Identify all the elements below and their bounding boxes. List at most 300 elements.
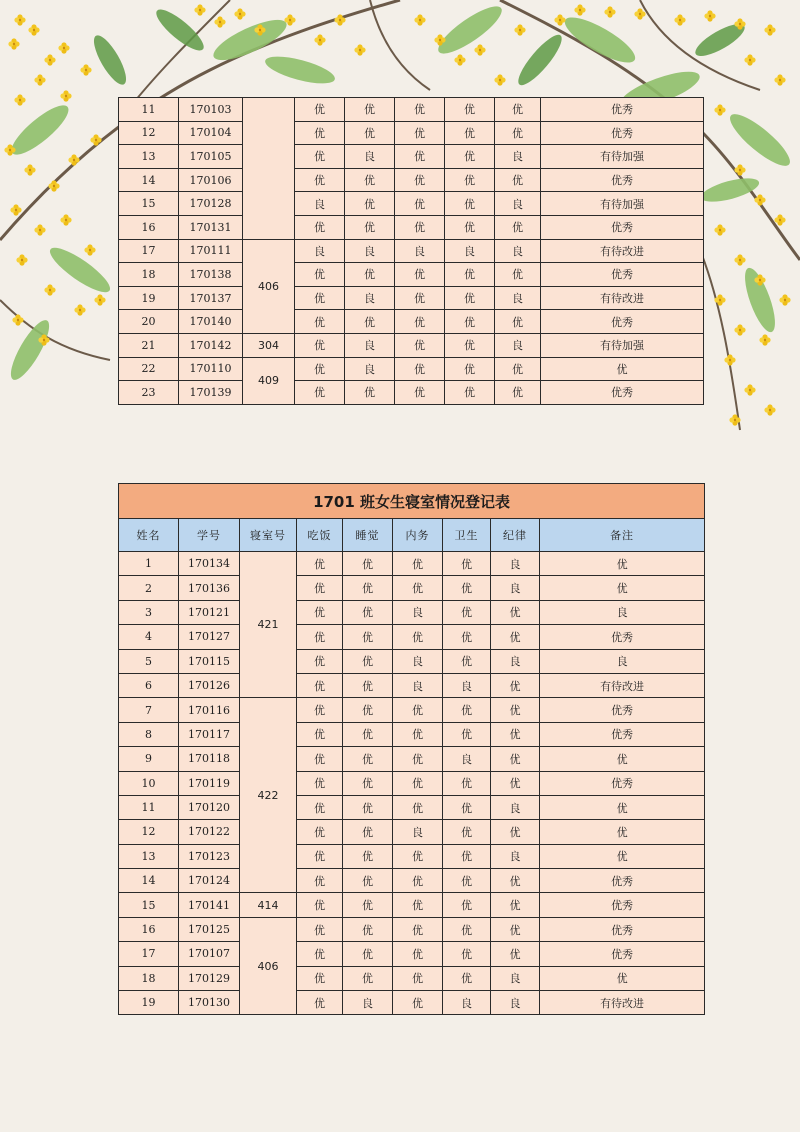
sleep-cell: 优 (343, 820, 393, 844)
row-number-cell: 13 (119, 844, 179, 868)
discipline-cell: 优 (495, 215, 541, 239)
row-number-cell: 9 (119, 747, 179, 771)
hygiene-cell: 优 (443, 600, 491, 624)
sleep-cell: 优 (343, 844, 393, 868)
discipline-cell: 优 (495, 98, 541, 122)
housekeeping-cell: 优 (393, 942, 443, 966)
row-number-cell: 10 (119, 771, 179, 795)
housekeeping-cell: 优 (395, 357, 445, 381)
girls-dorm-table (118, 483, 705, 1015)
row-number-cell: 2 (119, 576, 179, 600)
table-row (119, 310, 704, 334)
student-id-cell: 170142 (179, 333, 243, 357)
sleep-cell: 良 (345, 145, 395, 169)
hygiene-cell: 良 (443, 673, 491, 697)
housekeeping-cell: 优 (395, 192, 445, 216)
meal-cell: 优 (295, 381, 345, 405)
room-number-cell (243, 98, 295, 240)
row-number-cell: 6 (119, 673, 179, 697)
student-id-cell: 170131 (179, 215, 243, 239)
table-row (119, 145, 704, 169)
hygiene-cell: 优 (445, 381, 495, 405)
remark-cell: 优秀 (541, 215, 704, 239)
housekeeping-cell: 优 (393, 771, 443, 795)
row-number-cell: 13 (119, 145, 179, 169)
hygiene-cell: 优 (443, 649, 491, 673)
student-id-cell: 170127 (179, 625, 240, 649)
row-number-cell: 3 (119, 600, 179, 624)
discipline-cell: 优 (491, 917, 540, 941)
remark-cell: 有待加强 (541, 145, 704, 169)
table-row (119, 98, 704, 122)
row-number-cell: 11 (119, 98, 179, 122)
housekeeping-cell: 优 (393, 917, 443, 941)
sleep-cell: 优 (345, 98, 395, 122)
discipline-cell: 良 (491, 844, 540, 868)
housekeeping-cell: 优 (393, 869, 443, 893)
sleep-cell: 优 (345, 381, 395, 405)
student-id-cell: 170136 (179, 576, 240, 600)
student-id-cell: 170119 (179, 771, 240, 795)
student-id-cell: 170103 (179, 98, 243, 122)
table-row (119, 673, 705, 697)
sleep-cell: 优 (343, 795, 393, 819)
discipline-cell: 良 (491, 576, 540, 600)
meal-cell: 优 (295, 286, 345, 310)
table-row (119, 600, 705, 624)
column-header: 备注 (540, 519, 705, 552)
remark-cell: 优秀 (540, 893, 705, 917)
row-number-cell: 19 (119, 991, 179, 1015)
table-row (119, 192, 704, 216)
sleep-cell: 优 (345, 215, 395, 239)
row-number-cell: 8 (119, 722, 179, 746)
table-row (119, 576, 705, 600)
meal-cell: 优 (297, 698, 343, 722)
hygiene-cell: 优 (445, 98, 495, 122)
student-id-cell: 170128 (179, 192, 243, 216)
table-row (119, 333, 704, 357)
remark-cell: 优 (540, 820, 705, 844)
table-row (119, 121, 704, 145)
column-header: 卫生 (443, 519, 491, 552)
sleep-cell: 良 (343, 991, 393, 1015)
meal-cell: 优 (297, 576, 343, 600)
hygiene-cell: 优 (443, 576, 491, 600)
table-row (119, 991, 705, 1015)
remark-cell: 有待加强 (541, 333, 704, 357)
table-row (119, 357, 704, 381)
sleep-cell: 优 (343, 698, 393, 722)
meal-cell: 优 (297, 820, 343, 844)
sleep-cell: 优 (343, 673, 393, 697)
discipline-cell: 良 (495, 286, 541, 310)
table-row (119, 820, 705, 844)
meal-cell: 良 (295, 192, 345, 216)
sleep-cell: 优 (343, 625, 393, 649)
row-number-cell: 16 (119, 215, 179, 239)
housekeeping-cell: 良 (395, 239, 445, 263)
remark-cell: 优 (540, 795, 705, 819)
table-title: 1701 班女生寝室情况登记表 (119, 484, 705, 519)
room-number-cell: 422 (240, 698, 297, 893)
room-number-cell: 304 (243, 333, 295, 357)
housekeeping-cell: 良 (393, 820, 443, 844)
meal-cell: 优 (295, 168, 345, 192)
student-id-cell: 170134 (179, 552, 240, 576)
remark-cell: 优秀 (541, 168, 704, 192)
room-number-cell: 406 (240, 917, 297, 1015)
discipline-cell: 优 (491, 820, 540, 844)
housekeeping-cell: 优 (393, 795, 443, 819)
table-row (119, 917, 705, 941)
hygiene-cell: 优 (443, 698, 491, 722)
table-row (119, 239, 704, 263)
housekeeping-cell: 优 (393, 552, 443, 576)
housekeeping-cell: 良 (393, 600, 443, 624)
student-id-cell: 170107 (179, 942, 240, 966)
hygiene-cell: 优 (443, 771, 491, 795)
student-id-cell: 170129 (179, 966, 240, 990)
row-number-cell: 11 (119, 795, 179, 819)
student-id-cell: 170118 (179, 747, 240, 771)
meal-cell: 优 (295, 98, 345, 122)
row-number-cell: 12 (119, 820, 179, 844)
row-number-cell: 20 (119, 310, 179, 334)
dorm-table-continued (118, 97, 704, 405)
hygiene-cell: 良 (443, 991, 491, 1015)
student-id-cell: 170140 (179, 310, 243, 334)
discipline-cell: 良 (491, 552, 540, 576)
hygiene-cell: 优 (443, 893, 491, 917)
hygiene-cell: 优 (443, 820, 491, 844)
remark-cell: 有待加强 (541, 192, 704, 216)
hygiene-cell: 优 (445, 310, 495, 334)
table-row (119, 215, 704, 239)
housekeeping-cell: 优 (395, 310, 445, 334)
hygiene-cell: 优 (443, 966, 491, 990)
discipline-cell: 优 (495, 357, 541, 381)
row-number-cell: 23 (119, 381, 179, 405)
housekeeping-cell: 优 (393, 844, 443, 868)
student-id-cell: 170117 (179, 722, 240, 746)
discipline-cell: 良 (491, 649, 540, 673)
row-number-cell: 15 (119, 192, 179, 216)
housekeeping-cell: 优 (393, 625, 443, 649)
student-id-cell: 170111 (179, 239, 243, 263)
discipline-cell: 优 (491, 600, 540, 624)
discipline-cell: 优 (491, 722, 540, 746)
table-row (119, 869, 705, 893)
discipline-cell: 优 (495, 263, 541, 287)
hygiene-cell: 优 (443, 917, 491, 941)
hygiene-cell: 优 (443, 552, 491, 576)
remark-cell: 优秀 (540, 722, 705, 746)
room-number-cell: 421 (240, 552, 297, 698)
column-header: 纪律 (491, 519, 540, 552)
row-number-cell: 21 (119, 333, 179, 357)
meal-cell: 良 (295, 239, 345, 263)
meal-cell: 优 (297, 722, 343, 746)
table-row (119, 381, 704, 405)
row-number-cell: 4 (119, 625, 179, 649)
remark-cell: 优秀 (541, 98, 704, 122)
hygiene-cell: 优 (443, 795, 491, 819)
meal-cell: 优 (297, 869, 343, 893)
remark-cell: 优秀 (540, 942, 705, 966)
meal-cell: 优 (297, 991, 343, 1015)
table-row (119, 698, 705, 722)
table-row (119, 942, 705, 966)
remark-cell: 优 (541, 357, 704, 381)
remark-cell: 良 (540, 600, 705, 624)
hygiene-cell: 优 (445, 168, 495, 192)
housekeeping-cell: 优 (393, 966, 443, 990)
hygiene-cell: 优 (443, 942, 491, 966)
table-row (119, 893, 705, 917)
student-id-cell: 170122 (179, 820, 240, 844)
housekeeping-cell: 良 (393, 649, 443, 673)
meal-cell: 优 (297, 771, 343, 795)
discipline-cell: 优 (491, 869, 540, 893)
hygiene-cell: 优 (443, 722, 491, 746)
remark-cell: 良 (540, 649, 705, 673)
meal-cell: 优 (297, 942, 343, 966)
student-id-cell: 170121 (179, 600, 240, 624)
remark-cell: 优秀 (541, 381, 704, 405)
remark-cell: 有待改进 (540, 673, 705, 697)
hygiene-cell: 优 (443, 844, 491, 868)
table-row (119, 966, 705, 990)
discipline-cell: 优 (495, 381, 541, 405)
discipline-cell: 良 (495, 333, 541, 357)
table-row (119, 552, 705, 576)
discipline-cell: 优 (495, 310, 541, 334)
discipline-cell: 良 (491, 991, 540, 1015)
sleep-cell: 良 (345, 333, 395, 357)
meal-cell: 优 (297, 795, 343, 819)
student-id-cell: 170139 (179, 381, 243, 405)
table-row (119, 844, 705, 868)
sleep-cell: 良 (345, 239, 395, 263)
column-header: 吃饭 (297, 519, 343, 552)
student-id-cell: 170116 (179, 698, 240, 722)
row-number-cell: 5 (119, 649, 179, 673)
row-number-cell: 18 (119, 263, 179, 287)
housekeeping-cell: 优 (395, 168, 445, 192)
table-row (119, 649, 705, 673)
student-id-cell: 170123 (179, 844, 240, 868)
sleep-cell: 优 (343, 649, 393, 673)
column-header: 姓名 (119, 519, 179, 552)
row-number-cell: 7 (119, 698, 179, 722)
housekeeping-cell: 优 (395, 263, 445, 287)
housekeeping-cell: 良 (393, 673, 443, 697)
sleep-cell: 优 (343, 722, 393, 746)
meal-cell: 优 (297, 600, 343, 624)
housekeeping-cell: 优 (393, 698, 443, 722)
meal-cell: 优 (297, 917, 343, 941)
remark-cell: 优秀 (540, 771, 705, 795)
column-header: 寝室号 (240, 519, 297, 552)
housekeeping-cell: 优 (395, 98, 445, 122)
discipline-cell: 优 (491, 771, 540, 795)
row-number-cell: 15 (119, 893, 179, 917)
sleep-cell: 优 (343, 600, 393, 624)
table-row (119, 286, 704, 310)
housekeeping-cell: 优 (395, 121, 445, 145)
housekeeping-cell: 优 (393, 576, 443, 600)
housekeeping-cell: 优 (395, 145, 445, 169)
table-row (119, 747, 705, 771)
remark-cell: 优秀 (541, 263, 704, 287)
row-number-cell: 12 (119, 121, 179, 145)
discipline-cell: 优 (491, 747, 540, 771)
row-number-cell: 1 (119, 552, 179, 576)
discipline-cell: 优 (491, 893, 540, 917)
hygiene-cell: 优 (445, 192, 495, 216)
table-header-row (119, 519, 705, 552)
sleep-cell: 优 (343, 747, 393, 771)
student-id-cell: 170104 (179, 121, 243, 145)
student-id-cell: 170105 (179, 145, 243, 169)
column-header: 学号 (179, 519, 240, 552)
meal-cell: 优 (295, 310, 345, 334)
table-row (119, 168, 704, 192)
row-number-cell: 14 (119, 869, 179, 893)
sleep-cell: 优 (345, 121, 395, 145)
table-row (119, 771, 705, 795)
row-number-cell: 17 (119, 239, 179, 263)
student-id-cell: 170138 (179, 263, 243, 287)
sleep-cell: 优 (343, 576, 393, 600)
remark-cell: 优秀 (540, 698, 705, 722)
room-number-cell: 409 (243, 357, 295, 404)
housekeeping-cell: 优 (395, 381, 445, 405)
remark-cell: 优秀 (540, 869, 705, 893)
sleep-cell: 优 (345, 192, 395, 216)
housekeeping-cell: 优 (395, 286, 445, 310)
row-number-cell: 19 (119, 286, 179, 310)
housekeeping-cell: 优 (393, 991, 443, 1015)
remark-cell: 优 (540, 966, 705, 990)
discipline-cell: 优 (495, 168, 541, 192)
student-id-cell: 170130 (179, 991, 240, 1015)
student-id-cell: 170126 (179, 673, 240, 697)
column-header: 睡觉 (343, 519, 393, 552)
hygiene-cell: 优 (443, 869, 491, 893)
discipline-cell: 优 (491, 625, 540, 649)
student-id-cell: 170115 (179, 649, 240, 673)
discipline-cell: 良 (491, 795, 540, 819)
sleep-cell: 优 (345, 263, 395, 287)
housekeeping-cell: 优 (395, 333, 445, 357)
sleep-cell: 良 (345, 357, 395, 381)
student-id-cell: 170125 (179, 917, 240, 941)
discipline-cell: 良 (495, 145, 541, 169)
meal-cell: 优 (295, 121, 345, 145)
meal-cell: 优 (295, 145, 345, 169)
sleep-cell: 优 (343, 552, 393, 576)
meal-cell: 优 (297, 552, 343, 576)
meal-cell: 优 (295, 263, 345, 287)
discipline-cell: 优 (491, 942, 540, 966)
discipline-cell: 优 (491, 698, 540, 722)
meal-cell: 优 (297, 966, 343, 990)
sleep-cell: 优 (343, 917, 393, 941)
housekeeping-cell: 优 (393, 722, 443, 746)
column-header: 内务 (393, 519, 443, 552)
remark-cell: 有待改进 (541, 286, 704, 310)
discipline-cell: 优 (491, 673, 540, 697)
hygiene-cell: 优 (445, 333, 495, 357)
student-id-cell: 170141 (179, 893, 240, 917)
table-row (119, 263, 704, 287)
row-number-cell: 16 (119, 917, 179, 941)
meal-cell: 优 (297, 625, 343, 649)
meal-cell: 优 (297, 673, 343, 697)
meal-cell: 优 (297, 747, 343, 771)
student-id-cell: 170110 (179, 357, 243, 381)
row-number-cell: 18 (119, 966, 179, 990)
room-number-cell: 406 (243, 239, 295, 333)
table-row (119, 625, 705, 649)
remark-cell: 优 (540, 552, 705, 576)
remark-cell: 优秀 (541, 310, 704, 334)
hygiene-cell: 优 (445, 215, 495, 239)
housekeeping-cell: 优 (395, 215, 445, 239)
sleep-cell: 优 (345, 168, 395, 192)
hygiene-cell: 良 (445, 239, 495, 263)
housekeeping-cell: 优 (393, 893, 443, 917)
discipline-cell: 良 (495, 192, 541, 216)
sleep-cell: 优 (343, 942, 393, 966)
remark-cell: 优秀 (540, 625, 705, 649)
remark-cell: 有待改进 (540, 991, 705, 1015)
row-number-cell: 14 (119, 168, 179, 192)
housekeeping-cell: 优 (393, 747, 443, 771)
meal-cell: 优 (297, 893, 343, 917)
table-row (119, 795, 705, 819)
meal-cell: 优 (295, 215, 345, 239)
remark-cell: 优 (540, 844, 705, 868)
sleep-cell: 优 (343, 771, 393, 795)
sleep-cell: 优 (345, 310, 395, 334)
discipline-cell: 良 (495, 239, 541, 263)
row-number-cell: 17 (119, 942, 179, 966)
hygiene-cell: 优 (445, 286, 495, 310)
room-number-cell: 414 (240, 893, 297, 917)
hygiene-cell: 优 (443, 625, 491, 649)
remark-cell: 优秀 (541, 121, 704, 145)
row-number-cell: 22 (119, 357, 179, 381)
sleep-cell: 优 (343, 869, 393, 893)
sleep-cell: 良 (345, 286, 395, 310)
student-id-cell: 170124 (179, 869, 240, 893)
hygiene-cell: 优 (445, 357, 495, 381)
meal-cell: 优 (295, 333, 345, 357)
hygiene-cell: 优 (445, 263, 495, 287)
sleep-cell: 优 (343, 966, 393, 990)
remark-cell: 优 (540, 576, 705, 600)
student-id-cell: 170120 (179, 795, 240, 819)
hygiene-cell: 优 (445, 145, 495, 169)
discipline-cell: 优 (495, 121, 541, 145)
table-row (119, 722, 705, 746)
remark-cell: 有待改进 (541, 239, 704, 263)
student-id-cell: 170106 (179, 168, 243, 192)
meal-cell: 优 (295, 357, 345, 381)
